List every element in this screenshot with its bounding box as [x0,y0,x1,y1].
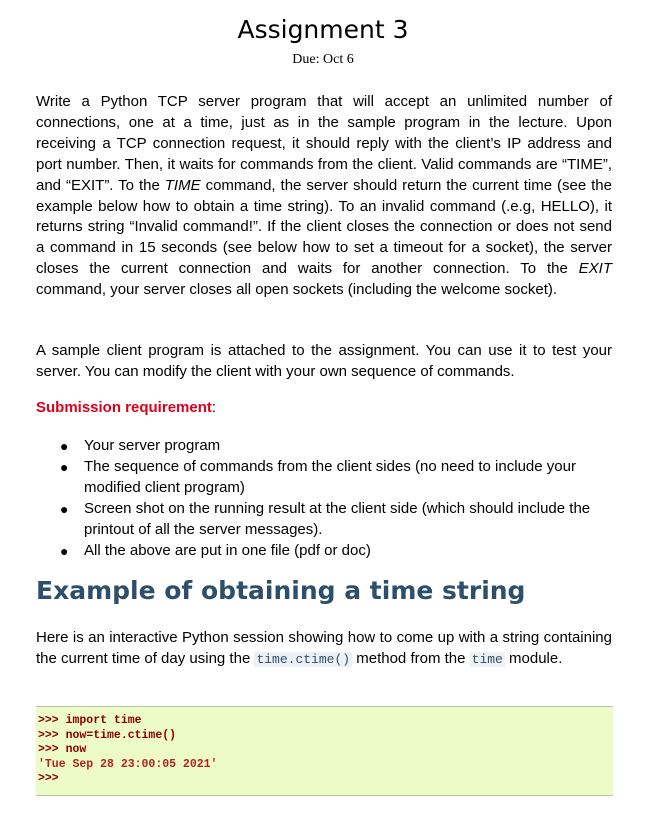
page-title: Assignment 3 [237,15,409,44]
list-item [36,436,612,457]
time-command: TIME [164,176,201,194]
bullet-icon: ● [60,542,69,559]
inline-code-ctime: time.ctime() [256,651,351,667]
list-item [36,541,612,562]
submission-heading [36,398,216,418]
list-item-text: All the above are put in one file (pdf or doc) [84,541,371,559]
due-date: Due: Oct 6 [292,52,354,67]
intro-text-2: command, the server should return the current time (see the example below how to obtain a time string). To an invalid command (.e.g, HELLO), it returns string “Invalid command!”. If the client closes the connection or does not send a command in 15 seconds (see below how to set a timeout for a socket), the server closes the current connection and waits for another connection. To the [36,176,612,278]
bullet-icon: ● [60,458,69,475]
example-text-1: Here is an interactive Python session showing how to come up with a string containing the current time of day using the [36,629,612,667]
code-line: >>> now [38,743,87,756]
list-item-text: Your server program [84,437,221,454]
bullet-icon: ● [60,500,69,517]
exit-command: EXIT [578,260,612,278]
code-line: >>> now=time.ctime() [38,728,177,742]
example-heading: Example of obtaining a time string [36,576,526,605]
list-item [36,457,612,499]
code-line: >>> [38,772,59,785]
submission-label: Submission requirement [36,399,212,416]
bullet-icon: ● [60,438,69,454]
submission-list [36,436,612,561]
list-item-text: The sequence of commands from the client sides (no need to include your modified client program) [84,457,576,496]
code-output-line: 'Tue Sep 28 23:00:05 2021' [38,757,218,771]
sample-paragraph [36,341,612,383]
code-block [36,706,613,796]
intro-text-1: Write a Python TCP server program that will accept an unlimited number of connections, one at a time, just as in the sample program in the lecture. Upon receiving a TCP connection request, it should reply with the client’s IP address and port number. Then, it waits for commands from the client. Valid commands are “TIME”, and “EXIT”. To the [36,93,612,194]
example-text-3: module. [504,649,563,667]
intro-text-3: command, your server closes all open sockets (including the welcome socket). [36,281,558,299]
sample-text: A sample client program is attached to the assignment. You can use it to test your server. You can modify the client with your own sequence of commands. [36,342,612,380]
list-item-text: Screen shot on the running result at the client side (which should include the printout of all the server messages). [84,499,591,538]
list-item [36,499,612,541]
example-text-2: method from the [352,649,470,667]
inline-code-time: time [471,651,503,667]
code-line: >>> import time [38,714,142,727]
submission-colon: : [211,399,217,416]
intro-paragraph [36,92,612,301]
example-paragraph [36,628,612,671]
